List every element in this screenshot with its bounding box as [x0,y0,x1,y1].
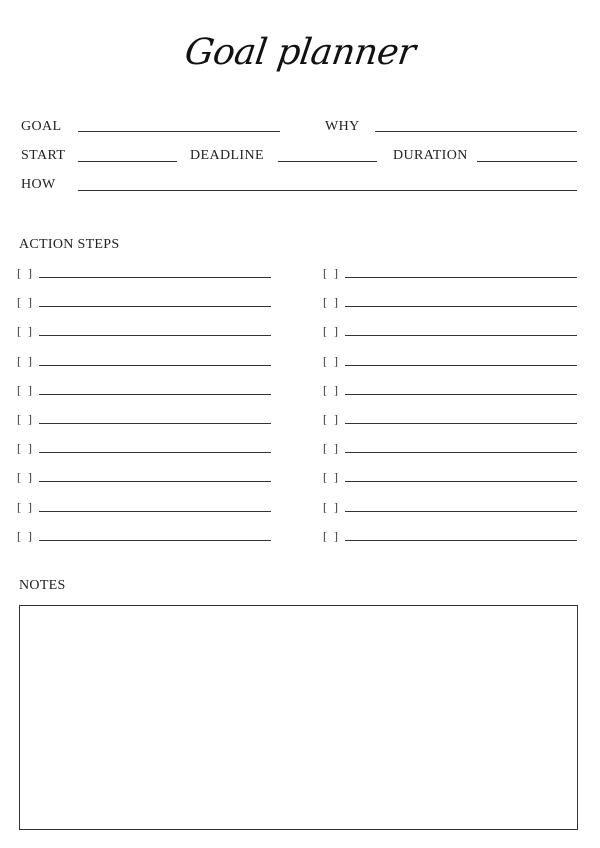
step-checkbox[interactable]: [ ] [323,295,340,310]
action-step-left-9 [17,500,273,516]
step-checkbox[interactable]: [ ] [323,441,340,456]
action-step-right-9 [323,500,579,516]
step-checkbox[interactable]: [ ] [323,412,340,426]
action-step-right-7 [323,441,579,457]
action-step-right-2 [323,295,579,311]
step-text-field[interactable] [345,277,577,278]
start-field[interactable] [78,161,177,162]
step-text-field[interactable] [39,540,271,541]
step-text-field[interactable] [345,306,577,307]
step-checkbox[interactable]: [ ] [323,499,340,514]
action-step-right-10 [323,529,579,545]
action-step-right-6 [323,412,579,428]
step-text-field[interactable] [345,335,577,336]
step-text-field[interactable] [39,335,271,336]
notes-box[interactable] [19,605,578,830]
action-step-left-1 [17,266,273,282]
step-text-field[interactable] [39,452,271,453]
step-text-field[interactable] [345,511,577,512]
goal-field[interactable] [78,131,280,132]
step-checkbox[interactable]: [ ] [323,353,340,368]
how-label: HOW [21,177,56,192]
step-checkbox[interactable]: [ ] [323,324,340,339]
step-text-field[interactable] [345,394,577,395]
action-steps-heading: ACTION STEPS [19,237,120,252]
page-title: Goal planner [182,32,418,73]
step-checkbox[interactable]: [ ] [323,470,340,485]
action-step-right-5 [323,383,579,399]
how-field[interactable] [78,190,577,191]
step-checkbox[interactable]: [ ] [17,528,34,543]
action-step-left-7 [17,441,273,457]
action-step-right-1 [323,266,579,282]
step-text-field[interactable] [345,423,577,424]
step-text-field[interactable] [39,394,271,395]
step-checkbox[interactable]: [ ] [17,382,34,397]
action-step-left-6 [17,412,273,428]
goal-label: GOAL [21,119,62,134]
step-text-field[interactable] [345,540,577,541]
step-text-field[interactable] [39,277,271,278]
step-checkbox[interactable]: [ ] [17,470,34,485]
step-checkbox[interactable]: [ ] [17,412,34,426]
step-text-field[interactable] [345,481,577,482]
why-field[interactable] [375,131,577,132]
action-step-left-4 [17,354,273,370]
step-text-field[interactable] [39,306,271,307]
action-step-left-2 [17,295,273,311]
step-checkbox[interactable]: [ ] [323,266,340,280]
action-step-left-3 [17,324,273,340]
step-checkbox[interactable]: [ ] [17,295,34,310]
step-text-field[interactable] [39,481,271,482]
step-text-field[interactable] [39,365,271,366]
step-text-field[interactable] [39,423,271,424]
deadline-label: DEADLINE [190,148,264,163]
step-text-field[interactable] [345,365,577,366]
step-text-field[interactable] [345,452,577,453]
action-step-left-5 [17,383,273,399]
notes-heading: NOTES [19,578,66,593]
action-step-left-8 [17,470,273,486]
step-text-field[interactable] [39,511,271,512]
step-checkbox[interactable]: [ ] [17,324,34,339]
step-checkbox[interactable]: [ ] [17,441,34,456]
action-step-left-10 [17,529,273,545]
step-checkbox[interactable]: [ ] [323,528,340,543]
duration-label: DURATION [393,148,468,163]
step-checkbox[interactable]: [ ] [17,266,34,280]
step-checkbox[interactable]: [ ] [323,382,340,397]
why-label: WHY [325,119,360,134]
action-step-right-3 [323,324,579,340]
action-step-right-8 [323,470,579,486]
duration-field[interactable] [477,161,577,162]
step-checkbox[interactable]: [ ] [17,499,34,514]
action-step-right-4 [323,354,579,370]
start-label: START [21,148,66,163]
step-checkbox[interactable]: [ ] [17,353,34,368]
deadline-field[interactable] [278,161,377,162]
